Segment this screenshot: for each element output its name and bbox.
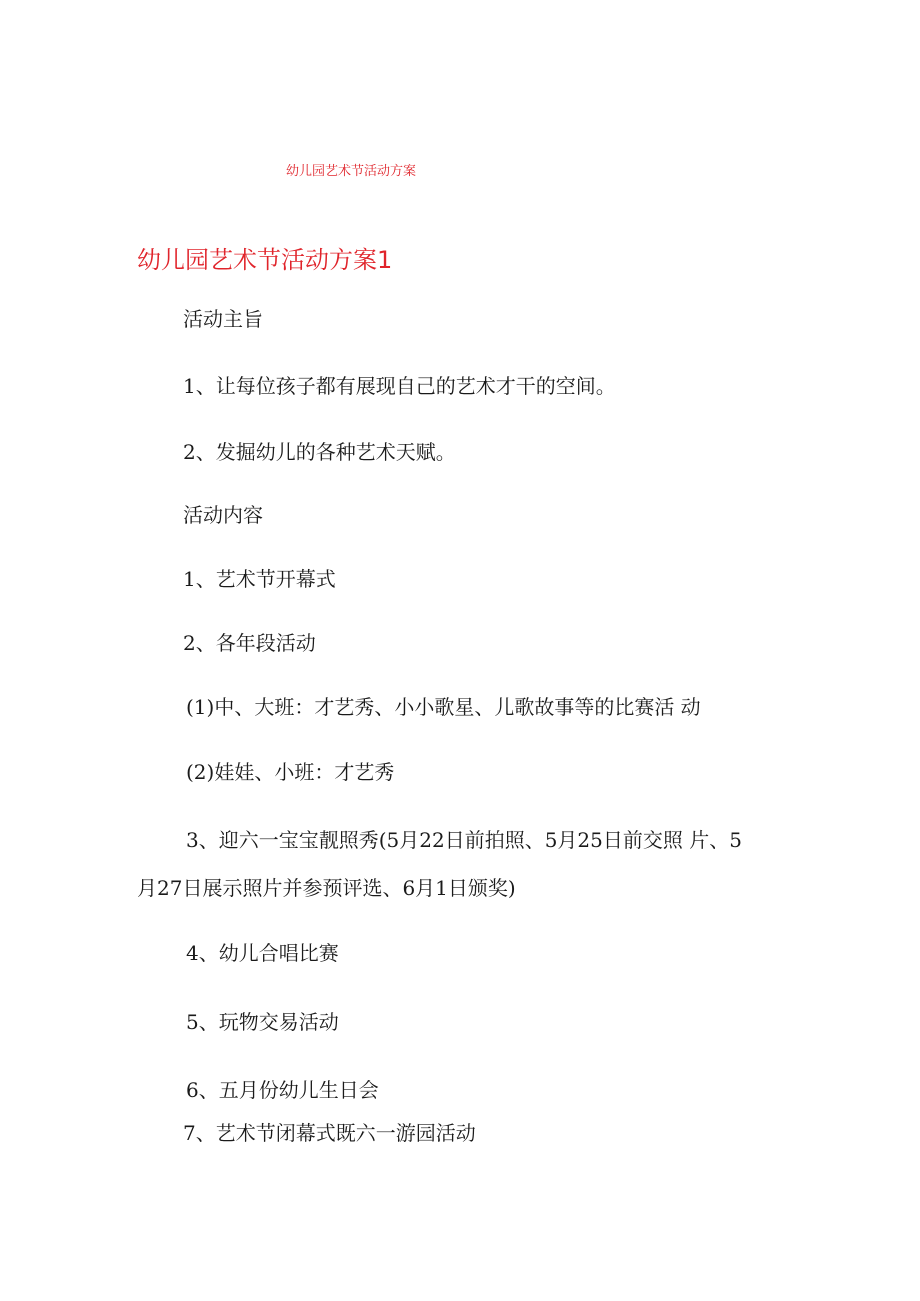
purpose-item-2: 2、发掘幼儿的各种艺术天赋。 (183, 440, 456, 464)
section-heading: 幼儿园艺术节活动方案1 (137, 246, 393, 274)
content-item-2: 2、各年段活动 (183, 631, 316, 655)
content-subitem-1: (1)中、大班：才艺秀、小小歌星、儿歌故事等的比赛活 动 (186, 695, 701, 719)
document-title: 幼儿园艺术节活动方案 (286, 164, 417, 179)
purpose-item-1: 1、让每位孩子都有展现自己的艺术才干的空间。 (183, 374, 616, 398)
content-subitem-2: (2)娃娃、小班：才艺秀 (186, 760, 395, 784)
heading-activity-purpose: 活动主旨 (183, 307, 263, 331)
content-item-7: 7、艺术节闭幕式既六一游园活动 (183, 1121, 476, 1145)
content-item-6: 6、五月份幼儿生日会 (186, 1078, 379, 1102)
content-item-4: 4、幼儿合唱比赛 (186, 941, 339, 965)
content-item-3: 3、迎六一宝宝靓照秀(5月22日前拍照、5月25日前交照 片、5 (186, 828, 742, 852)
heading-activity-content: 活动内容 (183, 503, 263, 527)
content-item-3-continued: 月27日展示照片并参预评选、6月1日颁奖) (137, 876, 516, 900)
content-item-1: 1、艺术节开幕式 (183, 567, 336, 591)
content-item-5: 5、玩物交易活动 (186, 1010, 339, 1034)
